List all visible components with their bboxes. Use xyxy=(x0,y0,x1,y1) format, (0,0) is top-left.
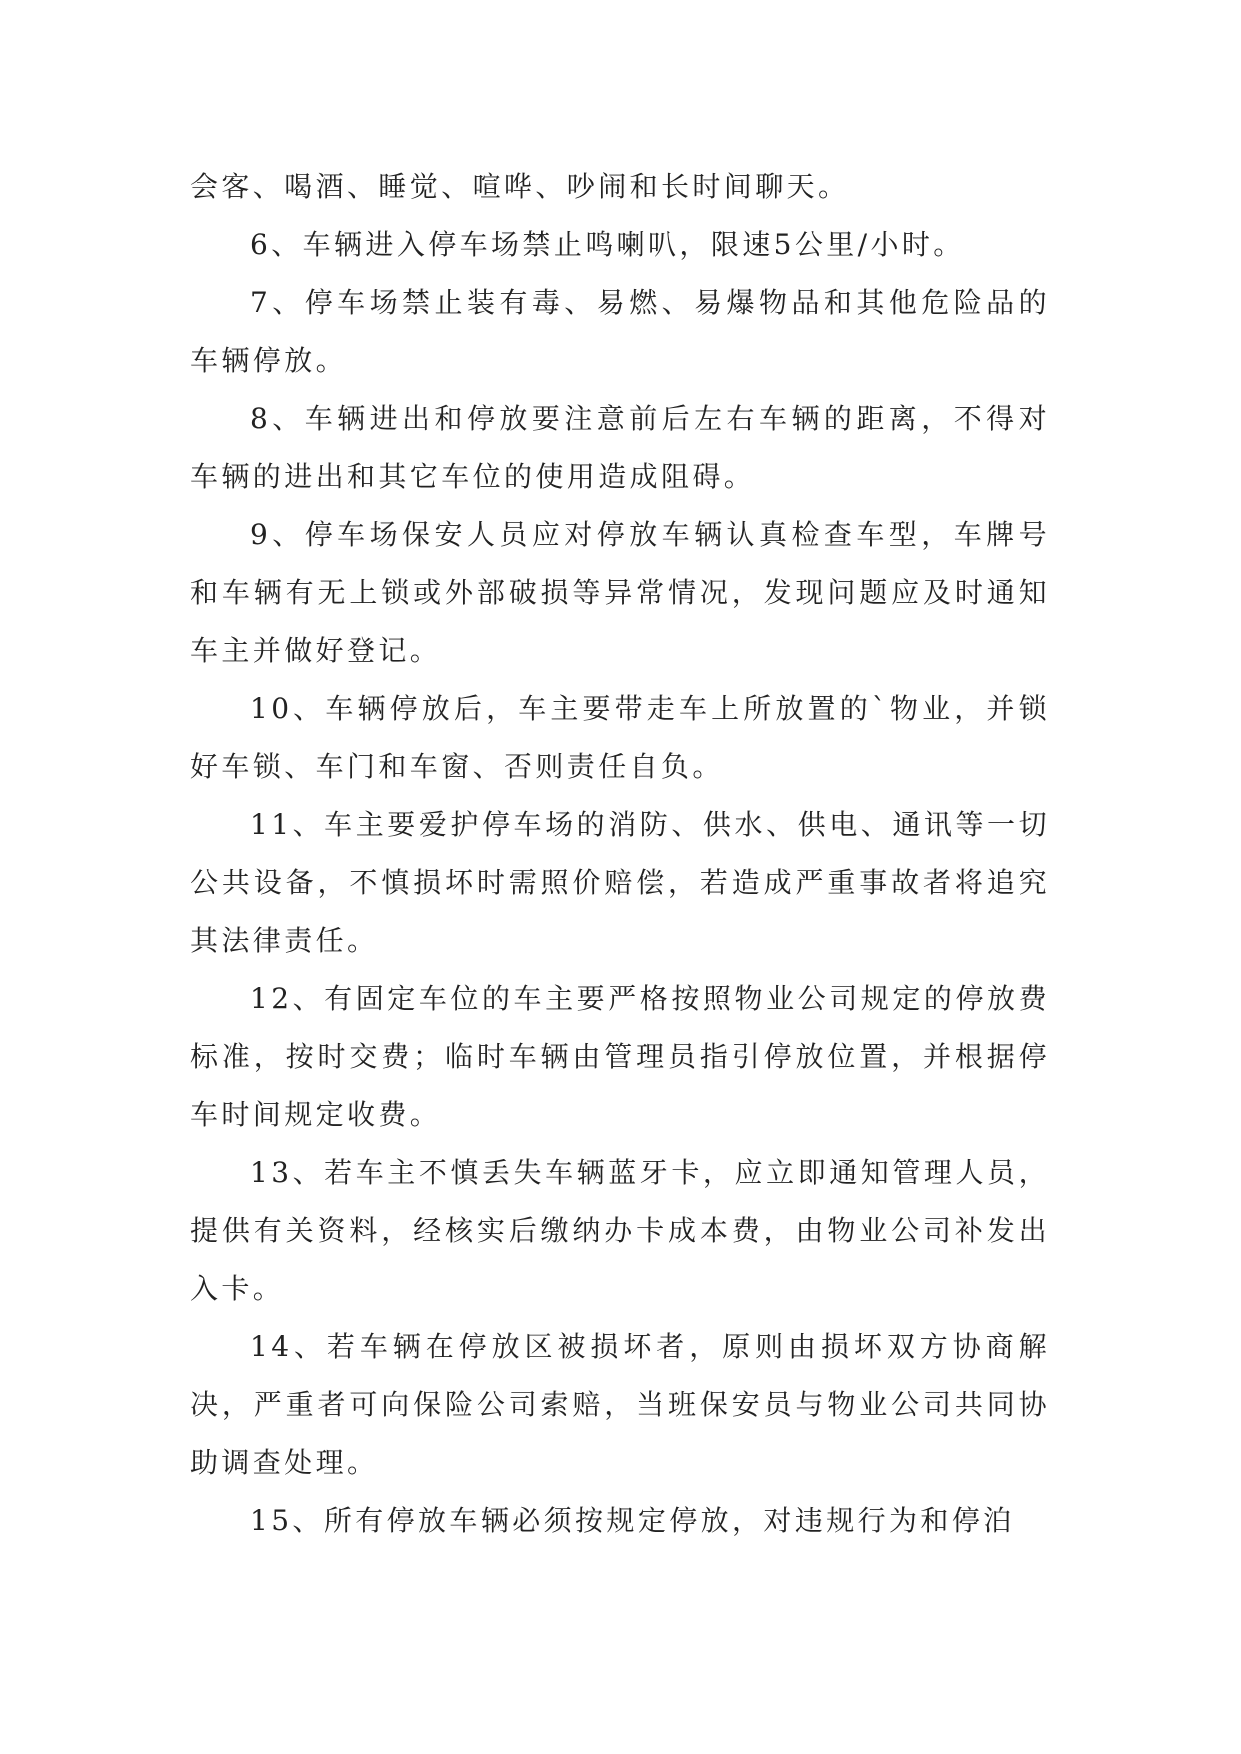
paragraph-rule-15: 15、所有停放车辆必须按规定停放，对违规行为和停泊 xyxy=(250,1504,1015,1537)
paragraph-rule-10: 10、车辆停放后，车主要带走车上所放置的`物业，并锁好车锁、车门和车窗、否则责任自负。 xyxy=(190,692,1050,783)
paragraph-rule-9: 9、停车场保安人员应对停放车辆认真检查车型，车牌号和车辆有无上锁或外部破损等异常情况，发现问题应及时通知车主并做好登记。 xyxy=(190,518,1050,667)
paragraph-rule-12: 12、有固定车位的车主要严格按照物业公司规定的停放费标准，按时交费；临时车辆由管理员指引停放位置，并根据停车时间规定收费。 xyxy=(190,982,1050,1131)
paragraph-rule-7: 7、停车场禁止装有毒、易燃、易爆物品和其他危险品的车辆停放。 xyxy=(190,286,1050,377)
paragraph-rule-14: 14、若车辆在停放区被损坏者，原则由损坏双方协商解决，严重者可向保险公司索赔，当班保安员与物业公司共同协助调查处理。 xyxy=(190,1330,1050,1479)
paragraph-rule-6: 6、车辆进入停车场禁止鸣喇叭，限速5公里/小时。 xyxy=(250,228,965,261)
paragraph-rule-11: 11、车主要爱护停车场的消防、供水、供电、通讯等一切公共设备，不慎损坏时需照价赔偿，若造成严重事故者将追究其法律责任。 xyxy=(190,808,1050,957)
paragraph-continuation: 会客、喝酒、睡觉、喧哗、吵闹和长时间聊天。 xyxy=(190,170,850,203)
document-body xyxy=(190,158,1050,1550)
paragraph-rule-8: 8、车辆进出和停放要注意前后左右车辆的距离，不得对车辆的进出和其它车位的使用造成阻碍。 xyxy=(190,402,1050,493)
paragraph-rule-13: 13、若车主不慎丢失车辆蓝牙卡，应立即通知管理人员，提供有关资料，经核实后缴纳办卡成本费，由物业公司补发出入卡。 xyxy=(190,1156,1050,1305)
